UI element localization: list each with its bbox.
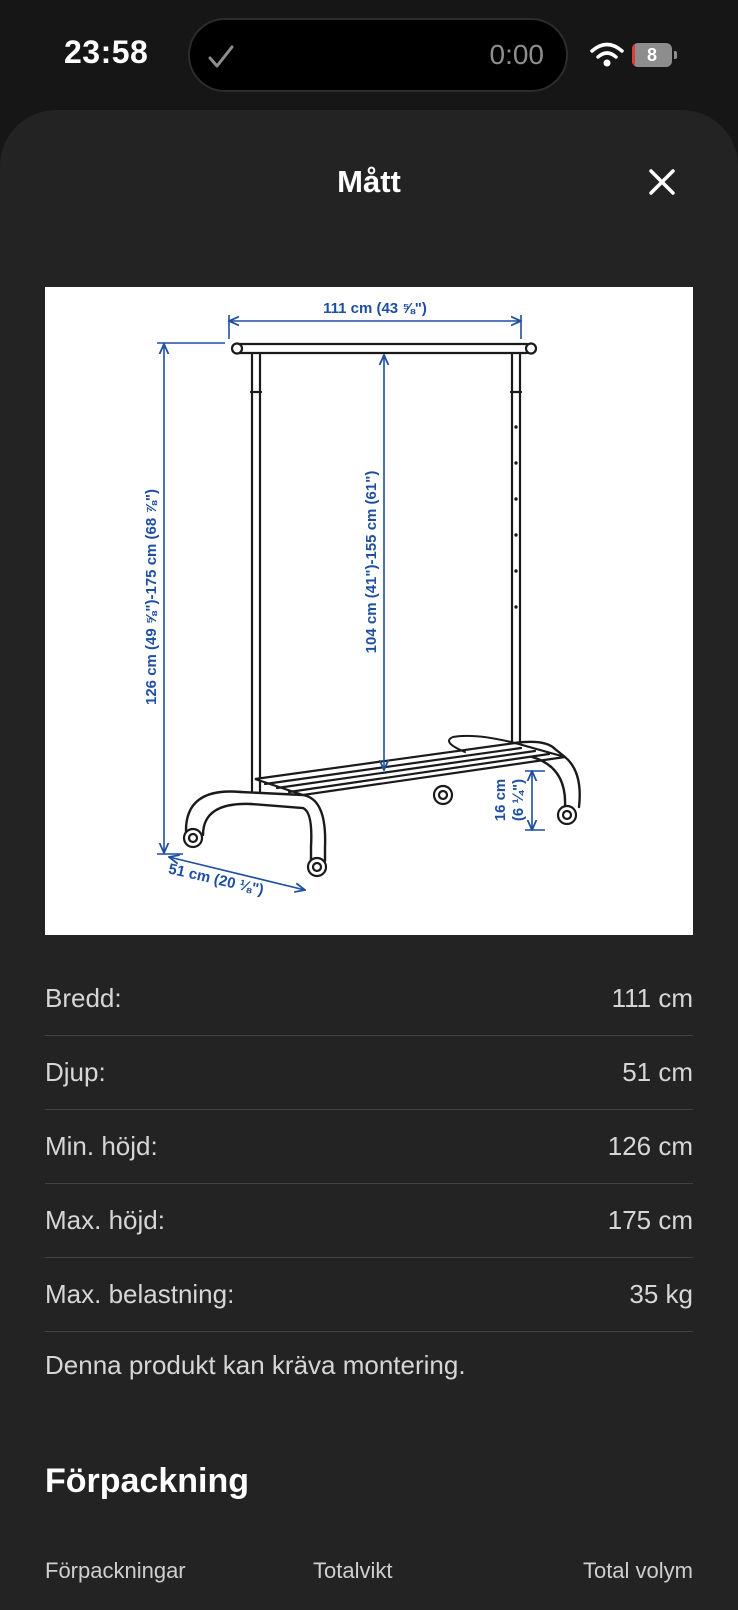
spec-value: 126 cm [607,1131,693,1161]
height-label: 126 cm (49 ⅝")-175 cm (68 ⅞") [143,488,160,706]
checkmark-icon [206,42,236,72]
spec-value: 35 kg [629,1279,693,1309]
width-label: 111 cm (43 ⅝") [323,300,427,317]
spec-label: Min. höjd: [45,1131,158,1161]
spec-label: Max. belastning: [45,1279,235,1309]
dynamic-island[interactable] [188,18,568,92]
spec-label: Djup: [45,1057,106,1087]
rail-height-label: 104 cm (41")-155 cm (61") [363,470,380,654]
packaging-col-volume: Total volym [582,1558,693,1583]
assembly-note: Denna produkt kan kräva montering. [45,1350,466,1380]
activity-timer: 0:00 [489,39,544,70]
close-icon [651,171,673,193]
spec-row [45,1184,693,1258]
spec-row [45,962,693,1036]
spec-value: 175 cm [607,1205,693,1235]
packaging-title: Förpackning [45,1462,250,1500]
spec-value: 51 cm [622,1057,693,1087]
packaging-header [45,1558,693,1594]
packaging-col-packages: Förpackningar [45,1558,186,1583]
shelf-height-label: 16 cm [492,778,509,822]
battery-indicator [632,43,678,67]
shelf-height-inch-label: (6 ¼") [510,778,527,822]
specs-list [45,962,693,1332]
dimension-diagram [45,287,693,935]
battery-level: 8 [646,45,657,65]
dimensions-sheet [0,110,738,1610]
sheet-title: Mått [337,164,401,199]
close-button[interactable] [636,156,688,208]
spec-label: Bredd: [45,983,122,1013]
status-bar [0,0,738,110]
wifi-icon [590,42,624,68]
spec-row [45,1258,693,1332]
spec-row [45,1110,693,1184]
status-time: 23:58 [64,34,149,70]
spec-value: 111 cm [611,983,693,1013]
packaging-col-weight: Totalvikt [313,1558,393,1583]
spec-label: Max. höjd: [45,1205,165,1235]
depth-label: 51 cm (20 ⅛") [166,860,266,899]
spec-row [45,1036,693,1110]
